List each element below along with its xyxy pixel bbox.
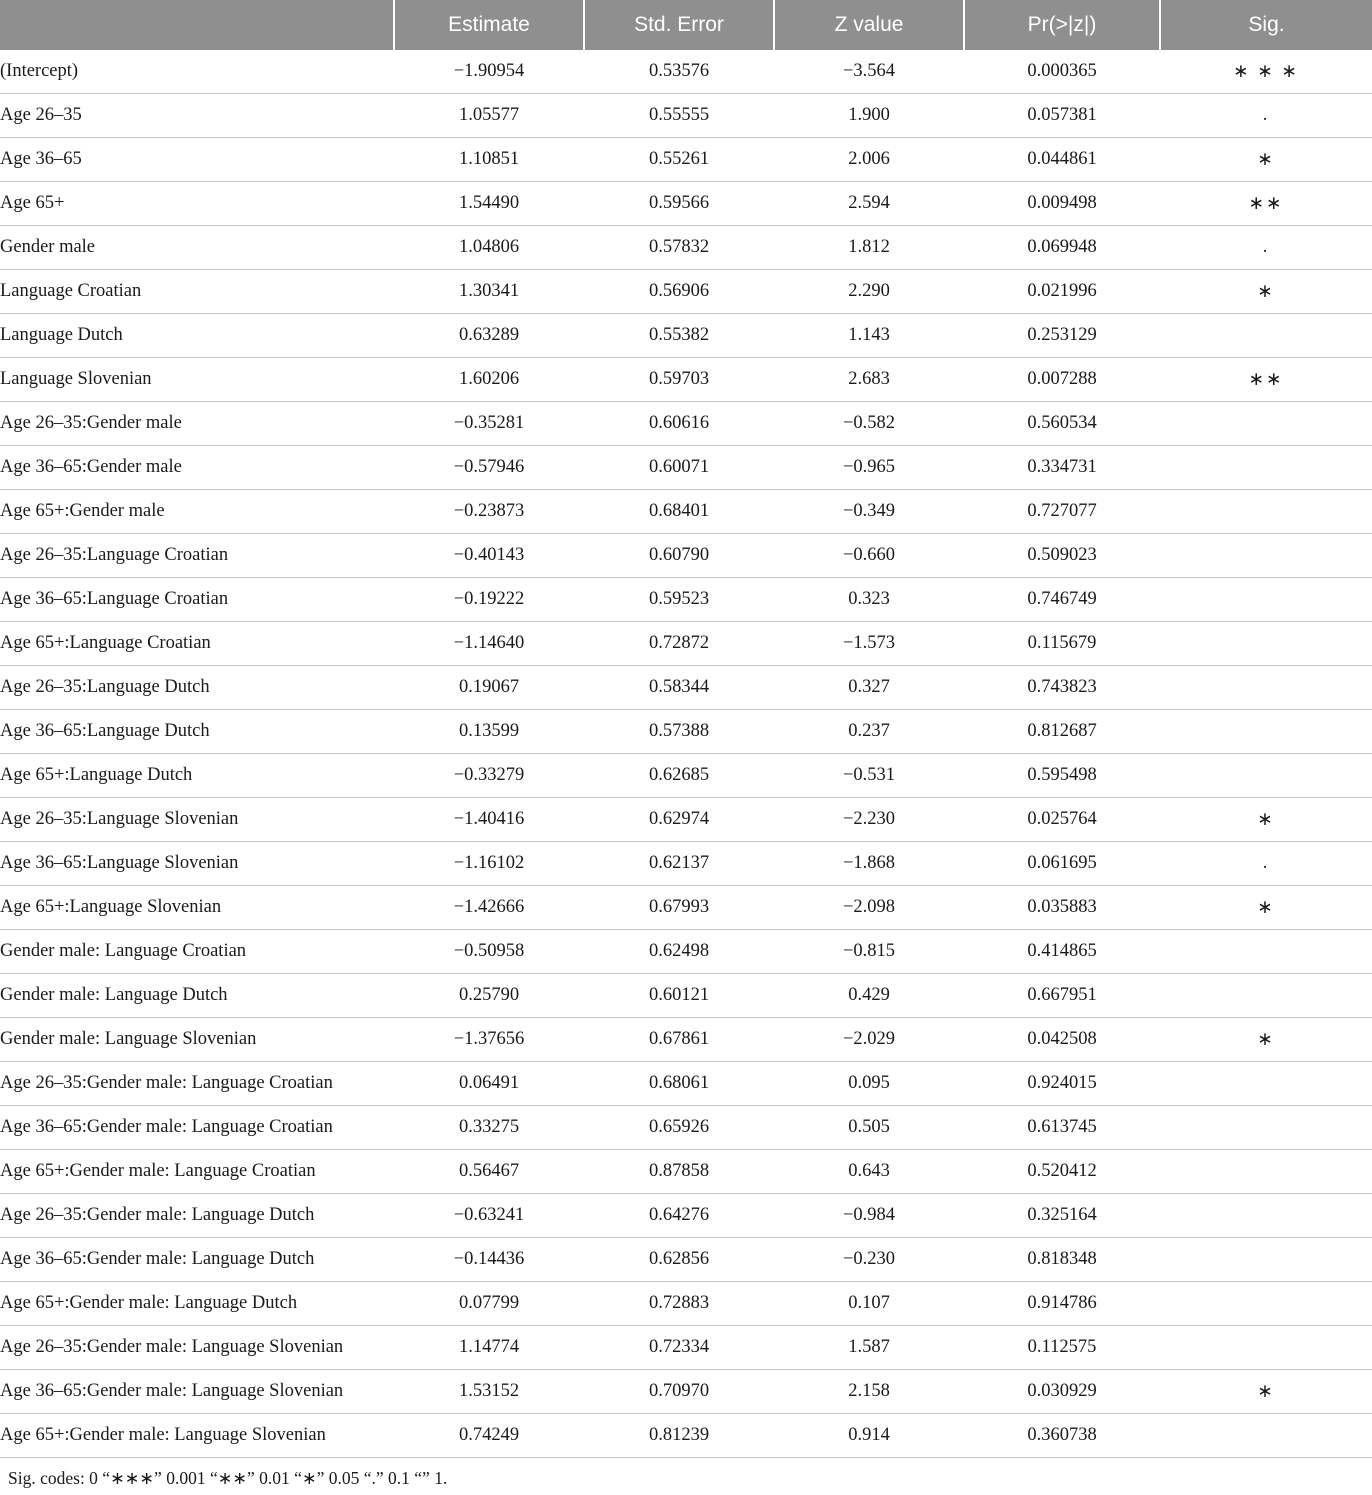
cell-term: Language Croatian <box>0 270 394 314</box>
cell-term: Language Slovenian <box>0 358 394 402</box>
column-header-sig: Sig. <box>1160 0 1372 50</box>
cell-estimate: 0.13599 <box>394 710 584 754</box>
cell-sig: . <box>1160 842 1372 886</box>
cell-sig <box>1160 1414 1372 1458</box>
column-header-p-value: Pr(>|z|) <box>964 0 1160 50</box>
cell-z-value: −3.564 <box>774 50 964 94</box>
cell-term: Age 36–65 <box>0 138 394 182</box>
cell-p-value: 0.030929 <box>964 1370 1160 1414</box>
cell-p-value: 0.743823 <box>964 666 1160 710</box>
cell-p-value: 0.009498 <box>964 182 1160 226</box>
cell-term: Gender male <box>0 226 394 270</box>
table-row <box>0 358 1372 402</box>
cell-term: Age 26–35:Language Slovenian <box>0 798 394 842</box>
cell-std-error: 0.65926 <box>584 1106 774 1150</box>
cell-z-value: 1.143 <box>774 314 964 358</box>
cell-sig <box>1160 446 1372 490</box>
table-row <box>0 842 1372 886</box>
cell-sig: . <box>1160 226 1372 270</box>
cell-sig: ∗ <box>1160 1370 1372 1414</box>
cell-z-value: −0.531 <box>774 754 964 798</box>
table-row <box>0 1326 1372 1370</box>
cell-term: Gender male: Language Slovenian <box>0 1018 394 1062</box>
cell-z-value: 2.683 <box>774 358 964 402</box>
cell-estimate: 1.54490 <box>394 182 584 226</box>
column-header-estimate: Estimate <box>394 0 584 50</box>
cell-sig: ∗ <box>1160 138 1372 182</box>
column-header-term <box>0 0 394 50</box>
cell-sig <box>1160 578 1372 622</box>
cell-sig <box>1160 974 1372 1018</box>
cell-estimate: −1.40416 <box>394 798 584 842</box>
cell-z-value: 0.095 <box>774 1062 964 1106</box>
cell-term: Language Dutch <box>0 314 394 358</box>
cell-sig <box>1160 1150 1372 1194</box>
table-row <box>0 1150 1372 1194</box>
cell-std-error: 0.72334 <box>584 1326 774 1370</box>
cell-estimate: −0.33279 <box>394 754 584 798</box>
cell-z-value: −0.230 <box>774 1238 964 1282</box>
cell-std-error: 0.72883 <box>584 1282 774 1326</box>
table-row <box>0 1282 1372 1326</box>
cell-z-value: 0.643 <box>774 1150 964 1194</box>
column-header-z-value: Z value <box>774 0 964 50</box>
cell-term: Age 65+ <box>0 182 394 226</box>
cell-z-value: −1.573 <box>774 622 964 666</box>
cell-std-error: 0.62856 <box>584 1238 774 1282</box>
cell-std-error: 0.68061 <box>584 1062 774 1106</box>
cell-sig: ∗ <box>1160 270 1372 314</box>
cell-sig <box>1160 1238 1372 1282</box>
cell-p-value: 0.069948 <box>964 226 1160 270</box>
cell-estimate: 1.10851 <box>394 138 584 182</box>
cell-sig: . <box>1160 94 1372 138</box>
table-row <box>0 754 1372 798</box>
cell-term: Age 26–35:Gender male: Language Croatian <box>0 1062 394 1106</box>
table-row <box>0 710 1372 754</box>
cell-p-value: 0.595498 <box>964 754 1160 798</box>
cell-estimate: −1.37656 <box>394 1018 584 1062</box>
cell-term: Age 36–65:Language Slovenian <box>0 842 394 886</box>
cell-sig: ∗∗ <box>1160 358 1372 402</box>
cell-term: Age 26–35:Gender male: Language Dutch <box>0 1194 394 1238</box>
cell-p-value: 0.044861 <box>964 138 1160 182</box>
table-body <box>0 50 1372 1458</box>
cell-estimate: −1.14640 <box>394 622 584 666</box>
cell-z-value: 2.006 <box>774 138 964 182</box>
cell-sig <box>1160 534 1372 578</box>
cell-p-value: 0.115679 <box>964 622 1160 666</box>
cell-sig <box>1160 754 1372 798</box>
cell-z-value: −0.349 <box>774 490 964 534</box>
cell-std-error: 0.55261 <box>584 138 774 182</box>
table-row <box>0 1062 1372 1106</box>
cell-std-error: 0.56906 <box>584 270 774 314</box>
cell-z-value: −0.660 <box>774 534 964 578</box>
cell-estimate: 0.33275 <box>394 1106 584 1150</box>
cell-sig: ∗ ∗ ∗ <box>1160 50 1372 94</box>
cell-p-value: 0.613745 <box>964 1106 1160 1150</box>
cell-term: Age 65+:Gender male: Language Dutch <box>0 1282 394 1326</box>
cell-p-value: 0.520412 <box>964 1150 1160 1194</box>
cell-std-error: 0.62685 <box>584 754 774 798</box>
cell-std-error: 0.60071 <box>584 446 774 490</box>
cell-sig <box>1160 1194 1372 1238</box>
cell-z-value: 2.158 <box>774 1370 964 1414</box>
cell-z-value: 0.237 <box>774 710 964 754</box>
cell-std-error: 0.58344 <box>584 666 774 710</box>
cell-estimate: −0.14436 <box>394 1238 584 1282</box>
cell-p-value: 0.021996 <box>964 270 1160 314</box>
cell-estimate: 1.14774 <box>394 1326 584 1370</box>
cell-term: Age 65+:Language Slovenian <box>0 886 394 930</box>
table-row <box>0 930 1372 974</box>
cell-estimate: 0.74249 <box>394 1414 584 1458</box>
table-row <box>0 1018 1372 1062</box>
cell-z-value: −2.098 <box>774 886 964 930</box>
cell-estimate: 1.60206 <box>394 358 584 402</box>
cell-estimate: 1.30341 <box>394 270 584 314</box>
cell-p-value: 0.035883 <box>964 886 1160 930</box>
cell-estimate: 0.06491 <box>394 1062 584 1106</box>
cell-estimate: 1.53152 <box>394 1370 584 1414</box>
cell-std-error: 0.62498 <box>584 930 774 974</box>
cell-sig: ∗ <box>1160 798 1372 842</box>
cell-term: Age 65+:Gender male: Language Slovenian <box>0 1414 394 1458</box>
cell-sig <box>1160 710 1372 754</box>
cell-std-error: 0.68401 <box>584 490 774 534</box>
cell-term: Age 26–35:Language Croatian <box>0 534 394 578</box>
table-header-row <box>0 0 1372 50</box>
cell-term: Age 26–35:Gender male <box>0 402 394 446</box>
cell-z-value: 1.900 <box>774 94 964 138</box>
column-header-std-error: Std. Error <box>584 0 774 50</box>
table-row <box>0 1194 1372 1238</box>
cell-sig <box>1160 1062 1372 1106</box>
cell-sig <box>1160 402 1372 446</box>
cell-estimate: 0.56467 <box>394 1150 584 1194</box>
table-row <box>0 182 1372 226</box>
cell-z-value: 1.587 <box>774 1326 964 1370</box>
cell-p-value: 0.061695 <box>964 842 1160 886</box>
cell-std-error: 0.55382 <box>584 314 774 358</box>
cell-term: Age 65+:Gender male <box>0 490 394 534</box>
cell-p-value: 0.325164 <box>964 1194 1160 1238</box>
cell-z-value: −0.984 <box>774 1194 964 1238</box>
cell-term: Age 65+:Language Dutch <box>0 754 394 798</box>
table-row <box>0 94 1372 138</box>
cell-term: Age 26–35:Language Dutch <box>0 666 394 710</box>
cell-term: Gender male: Language Croatian <box>0 930 394 974</box>
cell-z-value: 1.812 <box>774 226 964 270</box>
cell-z-value: 2.290 <box>774 270 964 314</box>
cell-estimate: 0.25790 <box>394 974 584 1018</box>
cell-estimate: 0.07799 <box>394 1282 584 1326</box>
cell-estimate: −1.90954 <box>394 50 584 94</box>
cell-z-value: 0.327 <box>774 666 964 710</box>
cell-std-error: 0.87858 <box>584 1150 774 1194</box>
table-row <box>0 666 1372 710</box>
cell-z-value: 2.594 <box>774 182 964 226</box>
cell-std-error: 0.62974 <box>584 798 774 842</box>
table-row <box>0 1106 1372 1150</box>
cell-sig: ∗ <box>1160 886 1372 930</box>
cell-p-value: 0.727077 <box>964 490 1160 534</box>
table-row <box>0 490 1372 534</box>
cell-estimate: 0.19067 <box>394 666 584 710</box>
table-row <box>0 50 1372 94</box>
table-row <box>0 402 1372 446</box>
cell-estimate: −0.63241 <box>394 1194 584 1238</box>
table-row <box>0 622 1372 666</box>
cell-p-value: 0.414865 <box>964 930 1160 974</box>
cell-sig: ∗ <box>1160 1018 1372 1062</box>
cell-sig <box>1160 1282 1372 1326</box>
cell-std-error: 0.55555 <box>584 94 774 138</box>
cell-z-value: 0.107 <box>774 1282 964 1326</box>
cell-z-value: 0.429 <box>774 974 964 1018</box>
table-row <box>0 226 1372 270</box>
cell-std-error: 0.59523 <box>584 578 774 622</box>
table-row <box>0 974 1372 1018</box>
cell-sig <box>1160 314 1372 358</box>
table-row <box>0 1370 1372 1414</box>
table-row <box>0 270 1372 314</box>
cell-sig: ∗∗ <box>1160 182 1372 226</box>
cell-std-error: 0.60790 <box>584 534 774 578</box>
cell-std-error: 0.72872 <box>584 622 774 666</box>
cell-estimate: 1.05577 <box>394 94 584 138</box>
cell-z-value: −0.965 <box>774 446 964 490</box>
cell-estimate: −0.35281 <box>394 402 584 446</box>
cell-estimate: −0.19222 <box>394 578 584 622</box>
cell-z-value: 0.505 <box>774 1106 964 1150</box>
cell-std-error: 0.59566 <box>584 182 774 226</box>
cell-term: Age 36–65:Gender male <box>0 446 394 490</box>
cell-z-value: −0.815 <box>774 930 964 974</box>
table-row <box>0 314 1372 358</box>
cell-p-value: 0.560534 <box>964 402 1160 446</box>
cell-sig <box>1160 490 1372 534</box>
cell-estimate: −0.23873 <box>394 490 584 534</box>
cell-term: Age 36–65:Gender male: Language Slovenian <box>0 1370 394 1414</box>
cell-p-value: 0.667951 <box>964 974 1160 1018</box>
cell-estimate: 0.63289 <box>394 314 584 358</box>
cell-std-error: 0.81239 <box>584 1414 774 1458</box>
cell-term: Gender male: Language Dutch <box>0 974 394 1018</box>
cell-term: Age 36–65:Gender male: Language Croatian <box>0 1106 394 1150</box>
cell-std-error: 0.60121 <box>584 974 774 1018</box>
cell-std-error: 0.64276 <box>584 1194 774 1238</box>
cell-std-error: 0.62137 <box>584 842 774 886</box>
cell-term: Age 65+:Language Croatian <box>0 622 394 666</box>
table-row <box>0 798 1372 842</box>
cell-sig <box>1160 930 1372 974</box>
cell-p-value: 0.057381 <box>964 94 1160 138</box>
cell-z-value: −0.582 <box>774 402 964 446</box>
cell-sig <box>1160 1326 1372 1370</box>
cell-estimate: −1.42666 <box>394 886 584 930</box>
table-footnote: Sig. codes: 0 “∗∗∗” 0.001 “∗∗” 0.01 “∗” 0.05 “.” 0.1 “” 1. <box>8 1468 448 1488</box>
cell-p-value: 0.334731 <box>964 446 1160 490</box>
cell-std-error: 0.53576 <box>584 50 774 94</box>
cell-term: (Intercept) <box>0 50 394 94</box>
cell-p-value: 0.360738 <box>964 1414 1160 1458</box>
cell-p-value: 0.000365 <box>964 50 1160 94</box>
cell-estimate: −0.57946 <box>394 446 584 490</box>
cell-estimate: 1.04806 <box>394 226 584 270</box>
table-row <box>0 138 1372 182</box>
cell-term: Age 26–35:Gender male: Language Slovenian <box>0 1326 394 1370</box>
cell-sig <box>1160 666 1372 710</box>
cell-std-error: 0.67993 <box>584 886 774 930</box>
cell-z-value: −2.029 <box>774 1018 964 1062</box>
cell-term: Age 36–65:Gender male: Language Dutch <box>0 1238 394 1282</box>
cell-estimate: −1.16102 <box>394 842 584 886</box>
table-row <box>0 578 1372 622</box>
cell-p-value: 0.025764 <box>964 798 1160 842</box>
cell-std-error: 0.70970 <box>584 1370 774 1414</box>
table-row <box>0 886 1372 930</box>
cell-term: Age 36–65:Language Croatian <box>0 578 394 622</box>
cell-p-value: 0.818348 <box>964 1238 1160 1282</box>
cell-z-value: −2.230 <box>774 798 964 842</box>
cell-p-value: 0.509023 <box>964 534 1160 578</box>
table-row <box>0 534 1372 578</box>
table-header <box>0 0 1372 50</box>
cell-p-value: 0.812687 <box>964 710 1160 754</box>
cell-term: Age 36–65:Language Dutch <box>0 710 394 754</box>
cell-estimate: −0.40143 <box>394 534 584 578</box>
table-row <box>0 1238 1372 1282</box>
cell-p-value: 0.746749 <box>964 578 1160 622</box>
cell-term: Age 26–35 <box>0 94 394 138</box>
cell-p-value: 0.042508 <box>964 1018 1160 1062</box>
cell-estimate: −0.50958 <box>394 930 584 974</box>
cell-z-value: 0.914 <box>774 1414 964 1458</box>
cell-std-error: 0.59703 <box>584 358 774 402</box>
cell-z-value: −1.868 <box>774 842 964 886</box>
cell-p-value: 0.253129 <box>964 314 1160 358</box>
cell-p-value: 0.914786 <box>964 1282 1160 1326</box>
cell-p-value: 0.007288 <box>964 358 1160 402</box>
cell-std-error: 0.67861 <box>584 1018 774 1062</box>
table-row <box>0 446 1372 490</box>
cell-std-error: 0.57388 <box>584 710 774 754</box>
cell-z-value: 0.323 <box>774 578 964 622</box>
table-row <box>0 1414 1372 1458</box>
cell-term: Age 65+:Gender male: Language Croatian <box>0 1150 394 1194</box>
cell-sig <box>1160 622 1372 666</box>
cell-p-value: 0.924015 <box>964 1062 1160 1106</box>
cell-p-value: 0.112575 <box>964 1326 1160 1370</box>
cell-sig <box>1160 1106 1372 1150</box>
cell-std-error: 0.57832 <box>584 226 774 270</box>
cell-std-error: 0.60616 <box>584 402 774 446</box>
